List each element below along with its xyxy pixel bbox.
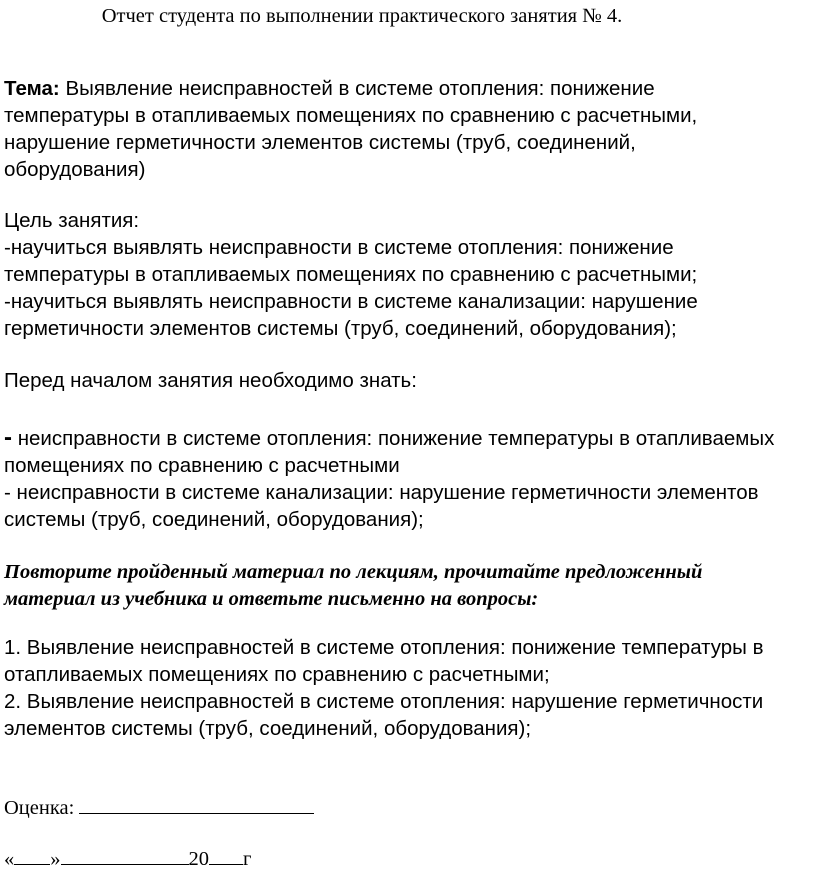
topic-text-3: нарушение герметичности элементов системы (труб, соединений, — [4, 131, 636, 154]
date-open-quote: « — [4, 848, 15, 870]
topic-label: Тема: — [4, 77, 60, 100]
grade-label: Оценка: — [4, 797, 80, 819]
goal-text-2: температуры в отапливаемых помещениях по сравнению с расчетными; — [4, 263, 698, 286]
date-day-field[interactable] — [14, 844, 50, 865]
question-text-4: элементов системы (труб, соединений, оборудования); — [4, 717, 532, 740]
instruction-text-1: Повторите пройденный материал по лекциям, прочитайте предложенный — [4, 561, 703, 583]
question-text-3: 2. Выявление неисправностей в системе отопления: нарушение герметичности — [4, 690, 764, 713]
prerequisites-text-3: - неисправности в системе канализации: нарушение герметичности элементов — [4, 481, 759, 504]
grade-section — [4, 793, 814, 822]
date-section — [4, 844, 814, 873]
date-month-field[interactable] — [61, 844, 189, 865]
topic-text-2: температуры в отапливаемых помещениях по сравнению с расчетными, — [4, 104, 698, 127]
questions-section — [4, 634, 814, 742]
prerequisites-section — [4, 424, 814, 533]
date-line — [4, 844, 814, 873]
date-year-suffix: г — [243, 848, 252, 870]
instruction-section — [4, 559, 814, 613]
prerequisites-text-1: неисправности в системе отопления: понижение температуры в отапливаемых — [12, 427, 775, 450]
prerequisites-heading: Перед началом занятия необходимо знать: — [4, 369, 417, 392]
question-text-2: отапливаемых помещениях по сравнению с расчетными; — [4, 663, 550, 686]
goal-text-3: -научиться выявлять неисправности в системе канализации: нарушение — [4, 290, 698, 313]
date-year-field[interactable] — [209, 844, 243, 865]
grade-line — [4, 793, 814, 822]
date-year-prefix: 20 — [188, 848, 209, 870]
report-title: Отчет студента по выполнении практического занятия № 4. — [101, 5, 623, 27]
prerequisites-text-4: системы (труб, соединений, оборудования); — [4, 508, 424, 531]
topic-line-1 — [4, 75, 814, 102]
prerequisites-line-1 — [4, 424, 814, 452]
date-close-quote: » — [50, 848, 61, 870]
topic-section — [4, 75, 814, 183]
question-text-1: 1. Выявление неисправностей в системе отопления: понижение температуры в — [4, 636, 764, 659]
goal-text-1: -научиться выявлять неисправности в системе отопления: понижение — [4, 236, 674, 259]
topic-text-4: оборудования) — [4, 158, 146, 181]
instruction-text-2: материал из учебника и ответьте письменно на вопросы: — [4, 588, 539, 610]
prerequisites-heading-block — [4, 367, 814, 394]
topic-text-1: Выявление неисправностей в системе отопления: понижение — [59, 77, 655, 100]
prerequisites-text-2: помещениях по сравнению с расчетными — [4, 454, 400, 477]
goal-heading: Цель занятия: — [4, 209, 140, 232]
goal-text-4: герметичности элементов системы (труб, соединений, оборудования); — [4, 317, 677, 340]
prerequisites-dash: - — [4, 424, 12, 451]
goal-section — [4, 207, 814, 342]
grade-field[interactable] — [79, 793, 314, 814]
